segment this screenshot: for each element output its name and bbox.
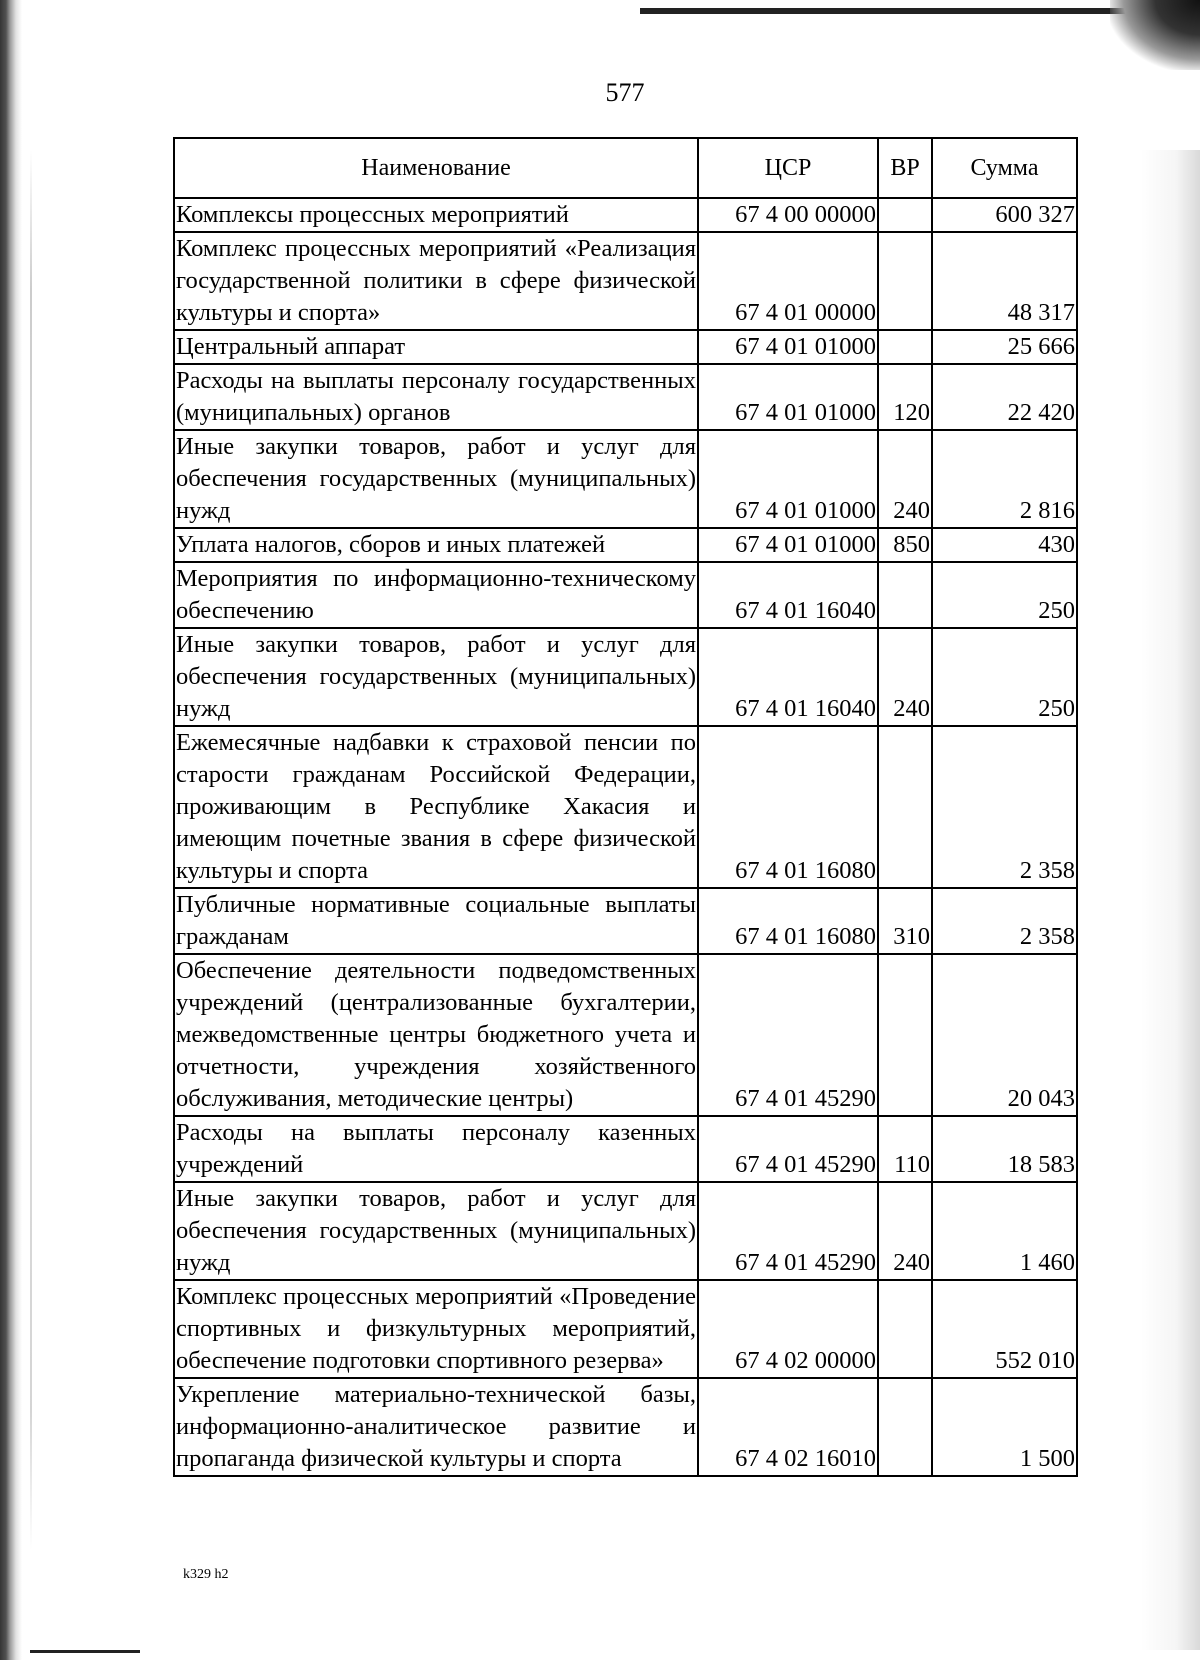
- cell-sum: 22 420: [932, 364, 1077, 430]
- cell-csr: 67 4 01 01000: [698, 528, 878, 562]
- header-vr: ВР: [878, 138, 932, 198]
- table-row: [174, 628, 1077, 726]
- cell-vr: 120: [878, 364, 932, 430]
- cell-vr: [878, 232, 932, 330]
- scan-edge-top: [640, 8, 1140, 14]
- cell-csr: 67 4 00 00000: [698, 198, 878, 232]
- cell-csr: 67 4 01 45290: [698, 1182, 878, 1280]
- cell-sum: 2 816: [932, 430, 1077, 528]
- cell-vr: [878, 1280, 932, 1378]
- table-row: [174, 726, 1077, 888]
- cell-csr: 67 4 01 16080: [698, 888, 878, 954]
- scan-edge-bottom: [30, 1650, 140, 1653]
- table-row: [174, 330, 1077, 364]
- cell-vr: 850: [878, 528, 932, 562]
- header-csr: ЦСР: [698, 138, 878, 198]
- cell-vr: 110: [878, 1116, 932, 1182]
- table-row: [174, 1182, 1077, 1280]
- cell-csr: 67 4 01 01000: [698, 430, 878, 528]
- cell-sum: 1 500: [932, 1378, 1077, 1476]
- cell-csr: 67 4 01 16040: [698, 562, 878, 628]
- cell-name: Мероприятия по информационно-техническому обеспечению: [174, 562, 698, 628]
- table-row: [174, 1378, 1077, 1476]
- scan-shadow-right: [1140, 150, 1200, 1650]
- scan-shadow-left: [0, 0, 22, 1660]
- cell-name: Иные закупки товаров, работ и услуг для обеспечения государственных (муниципальных) нужд: [174, 1182, 698, 1280]
- cell-name: Обеспечение деятельности подведомственных учреждений (централизованные бухгалтерии, межведомственные центры бюджетного учета и отчетности, учреждения хозяйственного обслуживания, методические центры): [174, 954, 698, 1116]
- cell-name: Расходы на выплаты персоналу казенных учреждений: [174, 1116, 698, 1182]
- footer-code: k329 h2: [183, 1567, 229, 1582]
- cell-sum: 250: [932, 628, 1077, 726]
- cell-sum: 1 460: [932, 1182, 1077, 1280]
- table-row: [174, 1280, 1077, 1378]
- cell-csr: 67 4 01 45290: [698, 954, 878, 1116]
- cell-name: Ежемесячные надбавки к страховой пенсии по старости гражданам Российской Федерации, проживающим в Республике Хакасия и имеющим почетные звания в сфере физической культуры и спорта: [174, 726, 698, 888]
- cell-vr: 310: [878, 888, 932, 954]
- table-row: [174, 430, 1077, 528]
- cell-name: Расходы на выплаты персоналу государственных (муниципальных) органов: [174, 364, 698, 430]
- cell-sum: 2 358: [932, 888, 1077, 954]
- cell-sum: 430: [932, 528, 1077, 562]
- page-number: 577: [605, 78, 645, 107]
- cell-vr: 240: [878, 1182, 932, 1280]
- cell-vr: [878, 1378, 932, 1476]
- scan-corner-shadow: [1110, 0, 1200, 70]
- cell-name: Иные закупки товаров, работ и услуг для обеспечения государственных (муниципальных) нужд: [174, 628, 698, 726]
- cell-csr: 67 4 01 00000: [698, 232, 878, 330]
- table-row: [174, 954, 1077, 1116]
- cell-name: Комплекс процессных мероприятий «Реализация государственной политики в сфере физической культуры и спорта»: [174, 232, 698, 330]
- cell-csr: 67 4 01 01000: [698, 330, 878, 364]
- cell-sum: 600 327: [932, 198, 1077, 232]
- cell-vr: [878, 726, 932, 888]
- table-row: [174, 562, 1077, 628]
- cell-name: Комплексы процессных мероприятий: [174, 198, 698, 232]
- table-header-row: [174, 138, 1077, 198]
- table-body: [174, 198, 1077, 1476]
- cell-csr: 67 4 01 45290: [698, 1116, 878, 1182]
- table-row: [174, 232, 1077, 330]
- scan-mark-left: [30, 150, 32, 1550]
- cell-sum: 18 583: [932, 1116, 1077, 1182]
- cell-sum: 250: [932, 562, 1077, 628]
- cell-sum: 25 666: [932, 330, 1077, 364]
- cell-vr: [878, 330, 932, 364]
- cell-name: Публичные нормативные социальные выплаты гражданам: [174, 888, 698, 954]
- cell-vr: [878, 954, 932, 1116]
- cell-vr: 240: [878, 628, 932, 726]
- header-sum: Сумма: [932, 138, 1077, 198]
- cell-sum: 20 043: [932, 954, 1077, 1116]
- cell-vr: [878, 562, 932, 628]
- cell-csr: 67 4 01 16080: [698, 726, 878, 888]
- cell-csr: 67 4 02 16010: [698, 1378, 878, 1476]
- cell-csr: 67 4 02 00000: [698, 1280, 878, 1378]
- cell-name: Центральный аппарат: [174, 330, 698, 364]
- table-row: [174, 888, 1077, 954]
- cell-vr: [878, 198, 932, 232]
- cell-name: Иные закупки товаров, работ и услуг для обеспечения государственных (муниципальных) нужд: [174, 430, 698, 528]
- cell-name: Комплекс процессных мероприятий «Проведение спортивных и физкультурных мероприятий, обеспечение подготовки спортивного резерва»: [174, 1280, 698, 1378]
- budget-table: [173, 137, 1078, 1477]
- cell-name: Укрепление материально-технической базы, информационно-аналитическое развитие и пропаганда физической культуры и спорта: [174, 1378, 698, 1476]
- header-name: Наименование: [174, 138, 698, 198]
- cell-csr: 67 4 01 16040: [698, 628, 878, 726]
- table-row: [174, 528, 1077, 562]
- cell-csr: 67 4 01 01000: [698, 364, 878, 430]
- cell-sum: 2 358: [932, 726, 1077, 888]
- table-row: [174, 364, 1077, 430]
- table-row: [174, 1116, 1077, 1182]
- cell-vr: 240: [878, 430, 932, 528]
- cell-sum: 552 010: [932, 1280, 1077, 1378]
- cell-name: Уплата налогов, сборов и иных платежей: [174, 528, 698, 562]
- table-row: [174, 198, 1077, 232]
- cell-sum: 48 317: [932, 232, 1077, 330]
